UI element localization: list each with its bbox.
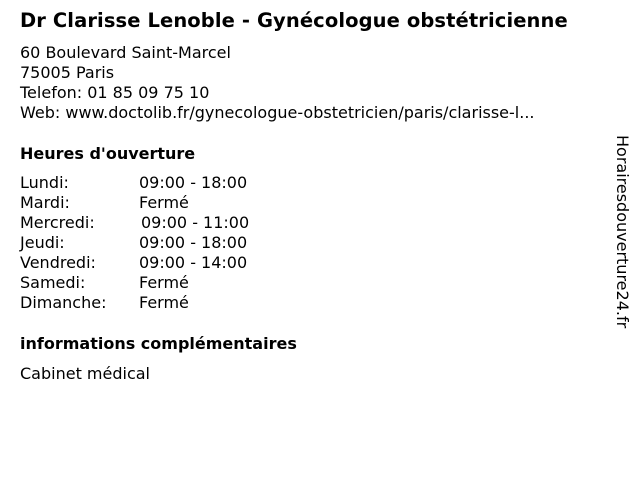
day-label: Lundi: bbox=[20, 173, 69, 192]
time-value: Fermé bbox=[139, 273, 189, 292]
time-value: Fermé bbox=[139, 193, 189, 212]
time-value: 09:00 - 18:00 bbox=[139, 173, 248, 192]
day-label: Vendredi: bbox=[20, 253, 96, 272]
day-label: Mardi: bbox=[20, 193, 70, 212]
street-address: 60 Boulevard Saint-Marcel bbox=[20, 43, 231, 62]
hours-heading: Heures d'ouverture bbox=[20, 144, 196, 163]
website-link[interactable]: Web: www.doctolib.fr/gynecologue-obstetricien/paris/clarisse-l... bbox=[20, 103, 535, 122]
hours-row bbox=[20, 273, 249, 293]
address-block bbox=[20, 43, 535, 123]
day-label: Samedi: bbox=[20, 273, 86, 292]
time-value: 09:00 - 18:00 bbox=[139, 233, 248, 252]
phone-number[interactable]: Telefon: 01 85 09 75 10 bbox=[20, 83, 210, 102]
hours-row bbox=[20, 293, 249, 313]
hours-row bbox=[20, 173, 249, 193]
hours-row bbox=[20, 213, 249, 233]
extra-info-heading: informations complémentaires bbox=[20, 334, 297, 353]
page-title: Dr Clarisse Lenoble - Gynécologue obstétricienne bbox=[20, 9, 568, 32]
hours-row bbox=[20, 253, 249, 273]
day-label: Jeudi: bbox=[20, 233, 65, 252]
opening-hours-list bbox=[20, 173, 249, 313]
hours-row bbox=[20, 233, 249, 253]
time-value: 09:00 - 11:00 bbox=[141, 213, 250, 232]
site-watermark: Horairesdouverture24.fr bbox=[613, 135, 632, 329]
day-label: Dimanche: bbox=[20, 293, 107, 312]
time-value: 09:00 - 14:00 bbox=[139, 253, 248, 272]
extra-info-text: Cabinet médical bbox=[20, 364, 150, 383]
hours-row bbox=[20, 193, 249, 213]
day-label: Mercredi: bbox=[20, 213, 95, 232]
city: 75005 Paris bbox=[20, 63, 115, 82]
time-value: Fermé bbox=[139, 293, 189, 312]
